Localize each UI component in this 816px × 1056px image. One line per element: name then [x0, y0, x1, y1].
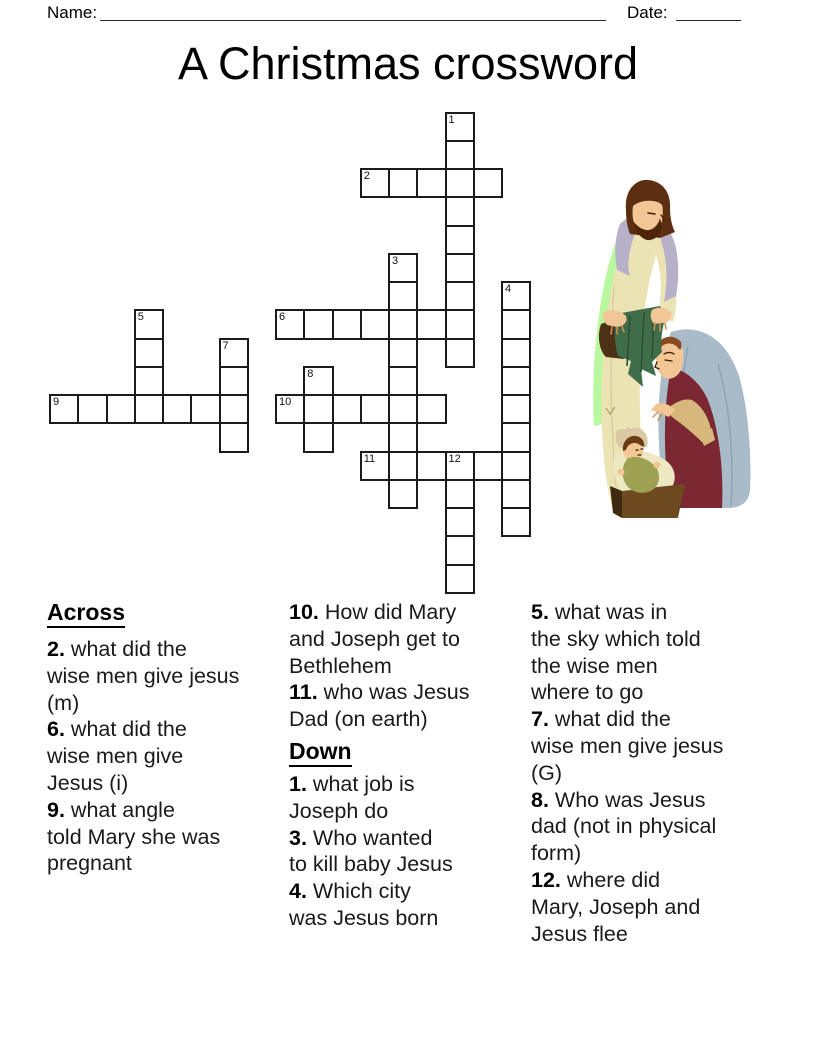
- nativity-illustration: [570, 166, 760, 518]
- crossword-cell[interactable]: [134, 394, 164, 424]
- name-label: Name:: [47, 3, 98, 22]
- crossword-cell[interactable]: [416, 168, 446, 198]
- crossword-cell[interactable]: [445, 479, 475, 509]
- crossword-cell[interactable]: [445, 196, 475, 226]
- crossword-cell[interactable]: [360, 309, 390, 339]
- crossword-cell[interactable]: [473, 168, 503, 198]
- cell-number: 7: [222, 339, 229, 352]
- cell-number: 2: [363, 170, 370, 182]
- cell-number: 1: [448, 113, 455, 126]
- crossword-cell[interactable]: [219, 394, 249, 424]
- crossword-cell[interactable]: [416, 394, 446, 424]
- cell-number: 3: [392, 254, 399, 267]
- crossword-cell[interactable]: [445, 535, 475, 565]
- cell-number: 5: [137, 311, 144, 324]
- crossword-cell[interactable]: [388, 366, 418, 396]
- clue-6: 6. what did the wise men give Jesus (i): [47, 717, 187, 795]
- cell-number: 10: [279, 396, 292, 408]
- clue-9: 9. what angle told Mary she was pregnant: [47, 797, 221, 876]
- crossword-cell[interactable]: [416, 451, 446, 481]
- crossword-cell[interactable]: [303, 422, 333, 452]
- crossword-cell[interactable]: [473, 451, 503, 481]
- crossword-cell[interactable]: [501, 338, 531, 368]
- clue-12: 12. where did Mary, Joseph and Jesus flee: [531, 867, 701, 946]
- crossword-cell[interactable]: [501, 451, 531, 481]
- crossword-cell[interactable]: [445, 281, 475, 311]
- crossword-cell[interactable]: [388, 479, 418, 509]
- crossword-cell[interactable]: [445, 564, 475, 594]
- cell-number: 9: [53, 396, 60, 408]
- crossword-cell[interactable]: [134, 309, 164, 339]
- crossword-cell[interactable]: [388, 394, 418, 424]
- crossword-cell[interactable]: [388, 281, 418, 311]
- clue-8: 8. Who was Jesus dad (not in physical form): [531, 787, 717, 866]
- crossword-cell[interactable]: [49, 394, 79, 424]
- crossword-cell[interactable]: [388, 422, 418, 452]
- clue-4: 4. Which city was Jesus born: [289, 879, 439, 930]
- crossword-cell[interactable]: [360, 451, 390, 481]
- page-title: A Christmas crossword: [177, 38, 639, 89]
- crossword-cell[interactable]: [388, 338, 418, 368]
- crossword-cell[interactable]: [445, 140, 475, 170]
- clue-5: 5. what was in the sky which told the wise men where to go: [531, 600, 701, 705]
- clue-column: [531, 599, 776, 947]
- crossword-cell[interactable]: [501, 394, 531, 424]
- crossword-cell[interactable]: [501, 309, 531, 339]
- cell-number: 6: [279, 311, 286, 324]
- crossword-cell[interactable]: [445, 253, 475, 283]
- crossword-cell[interactable]: [303, 309, 333, 339]
- crossword-cell[interactable]: [388, 451, 418, 481]
- crossword-cell[interactable]: [190, 394, 220, 424]
- crossword-cell[interactable]: [360, 168, 390, 198]
- clue-10: 10. How did Mary and Joseph get to Bethlehem: [289, 600, 460, 678]
- crossword-cell[interactable]: [388, 253, 418, 283]
- clue-1: 1. what job is Joseph do: [289, 771, 415, 823]
- crossword-cell[interactable]: [219, 366, 249, 396]
- crossword-cell[interactable]: [106, 394, 136, 424]
- crossword-cell[interactable]: [388, 168, 418, 198]
- crossword-cell[interactable]: [445, 112, 475, 142]
- crossword-cell[interactable]: [501, 281, 531, 311]
- clue-11: 11. who was Jesus Dad (on earth): [289, 680, 470, 732]
- crossword-cell[interactable]: [445, 225, 475, 255]
- crossword-cell[interactable]: [360, 394, 390, 424]
- crossword-cell[interactable]: [332, 394, 362, 424]
- clue-column: [47, 599, 292, 877]
- crossword-cell[interactable]: [445, 451, 475, 481]
- crossword-cell[interactable]: [501, 507, 531, 537]
- crossword-cell[interactable]: [388, 309, 418, 339]
- crossword-cell[interactable]: [219, 338, 249, 368]
- crossword-cell[interactable]: [501, 479, 531, 509]
- cell-number: 12: [448, 452, 461, 465]
- crossword-cell[interactable]: [445, 309, 475, 339]
- crossword-cell[interactable]: [219, 422, 249, 452]
- date-label: Date:: [627, 3, 668, 22]
- crossword-cell[interactable]: [445, 168, 475, 198]
- crossword-cell[interactable]: [445, 338, 475, 368]
- crossword-cell[interactable]: [77, 394, 107, 424]
- cell-number: 8: [307, 367, 314, 380]
- crossword-cell[interactable]: [445, 507, 475, 537]
- clue-7: 7. what did the wise men give jesus (G): [531, 707, 724, 785]
- crossword-cell[interactable]: [162, 394, 192, 424]
- crossword-cell[interactable]: [275, 309, 305, 339]
- clue-heading-down: Down: [289, 738, 534, 764]
- crossword-cell[interactable]: [501, 422, 531, 452]
- crossword-cell[interactable]: [303, 394, 333, 424]
- crossword-cell[interactable]: [416, 309, 446, 339]
- cell-number: 11: [363, 452, 376, 465]
- cell-number: 4: [505, 283, 512, 295]
- crossword-cell[interactable]: [303, 366, 333, 396]
- clue-column: [289, 599, 534, 932]
- clue-2: 2. what did the wise men give jesus (m): [47, 637, 240, 715]
- crossword-cell[interactable]: [275, 394, 305, 424]
- clue-heading-across: Across: [47, 599, 292, 625]
- crossword-cell[interactable]: [134, 366, 164, 396]
- crossword-cell[interactable]: [501, 366, 531, 396]
- crossword-cell[interactable]: [134, 338, 164, 368]
- clue-3: 3. Who wanted to kill baby Jesus: [289, 825, 453, 877]
- crossword-cell[interactable]: [332, 309, 362, 339]
